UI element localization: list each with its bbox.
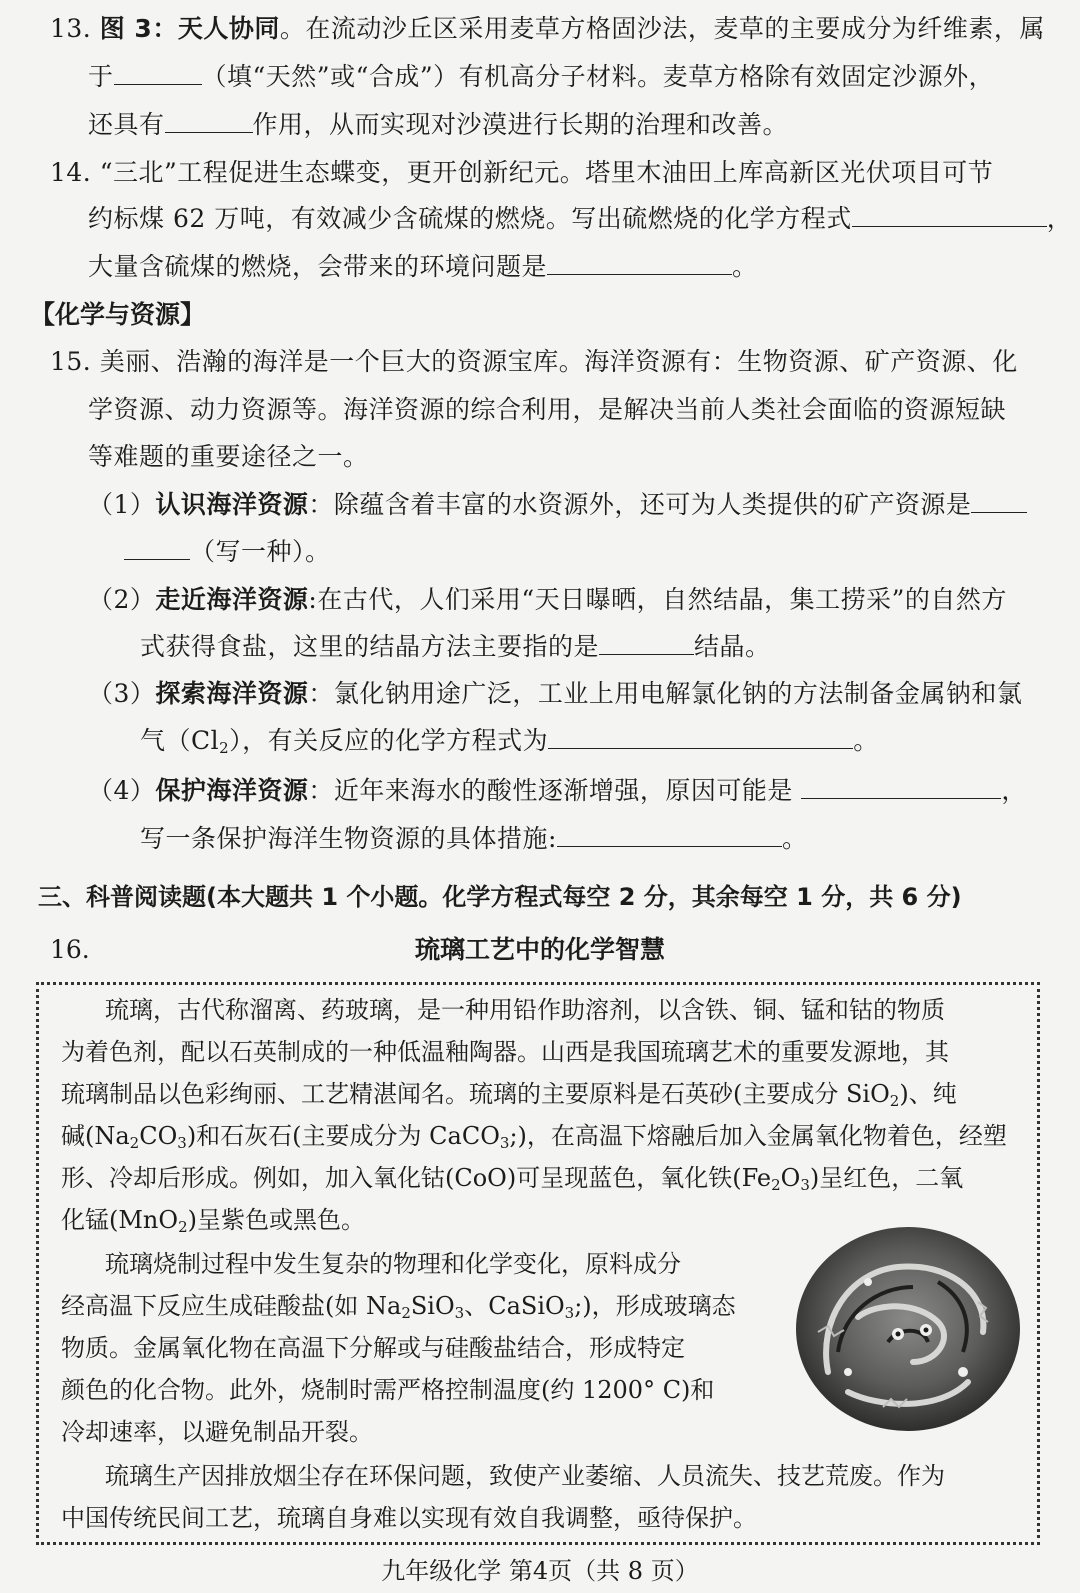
passage-line1: 琉璃，古代称溜离、药玻璃，是一种用铅作助溶剂，以含铁、铜、锰和钴的物质	[105, 996, 945, 1024]
q13-lead: 图 3：天人协同	[99, 14, 280, 43]
q15-part4-number: （4）	[88, 776, 156, 805]
q14-text1: “三北”工程促进生态蝶变，更开创新纪元。塔里木油田上库高新区光伏项目可节	[99, 158, 994, 187]
q14-line1	[50, 156, 993, 190]
q15-part1-line2	[124, 535, 331, 569]
passage-line4	[61, 1119, 1007, 1160]
passage-line4-b: CO	[139, 1122, 178, 1150]
q15-part3-line2	[140, 724, 879, 765]
passage-line5-sub1: 2	[771, 1176, 781, 1194]
passage-line5-c: )呈红色，二氧	[809, 1164, 964, 1192]
passage-line8-sub2: 3	[454, 1304, 465, 1322]
q13-line1	[50, 12, 1045, 46]
q15-part1-number: （1）	[88, 490, 156, 519]
q16-number: 16.	[50, 935, 90, 964]
passage-line10: 颜色的化合物。此外，烧制时需严格控制温度(约 1200° C)和	[61, 1376, 715, 1404]
passage-line13: 中国传统民间工艺，琉璃自身难以实现有效自我调整，亟待保护。	[61, 1504, 757, 1532]
passage-line5-a: 形、冷却后形成。例如，加入氧化钴(CoO)可呈现蓝色，氧化铁(Fe	[61, 1164, 772, 1192]
passage-line8-sub1: 2	[401, 1304, 411, 1322]
q15-part2-blank[interactable]	[599, 630, 694, 655]
passage-line6-b: )呈紫色或黑色。	[187, 1206, 365, 1234]
passage-line4-sub2: 3	[177, 1134, 187, 1152]
q15-part1-text: ：除蕴含着丰富的水资源外，还可为人类提供的矿产资源是	[308, 490, 972, 519]
q16-title: 琉璃工艺中的化学智慧	[414, 935, 665, 964]
q15-part1-line1	[88, 488, 1027, 522]
q13-text3a: 还具有	[88, 110, 165, 139]
q15-part2-line2	[140, 630, 771, 664]
q15-part2-text2b: 结晶。	[694, 632, 771, 661]
q15-line2: 学资源、动力资源等。海洋资源的综合利用，是解决当前人类社会面临的资源短缺	[88, 395, 1007, 424]
q14-text2b: ，	[1046, 204, 1073, 233]
q15-part4-blank1[interactable]	[801, 774, 1001, 799]
q13-blank1[interactable]	[114, 60, 202, 85]
passage-line12: 琉璃生产因排放烟尘存在环保问题，致使产业萎缩、人员流失、技艺荒废。作为	[105, 1462, 945, 1490]
passage-line8-a: 经高温下反应生成硅酸盐(如 Na	[61, 1292, 402, 1320]
q15-part3-number: （3）	[88, 679, 156, 708]
q14-number: 14.	[50, 158, 92, 187]
q13-text1: 。在流动沙丘区采用麦草方格固沙法，麦草的主要成分为纤维素，属	[279, 14, 1045, 43]
passage-line8	[61, 1289, 736, 1330]
passage-line3-b: )、纯	[899, 1080, 957, 1108]
q15-part1-lead: 认识海洋资源	[155, 490, 309, 519]
q15-part4-comma: ，	[1001, 776, 1027, 805]
q15-part4-line1	[88, 774, 1027, 808]
dragon-glazed-tile-image	[788, 1222, 1028, 1437]
q13-line3	[88, 108, 788, 142]
q13-text2a: 于	[88, 62, 114, 91]
q14-line2	[88, 202, 1072, 236]
q13-text3b: 作用，从而实现对沙漠进行长期的治理和改善。	[252, 110, 789, 139]
q15-part3-text: ：氯化钠用途广泛，工业上用电解氯化钠的方法制备金属钠和氯	[308, 679, 1023, 708]
q15-part3-lead: 探索海洋资源	[155, 679, 309, 708]
q15-part3-blank[interactable]	[548, 724, 853, 749]
passage-line4-sub3: 3	[499, 1134, 510, 1152]
q15-part1-end: （写一种）。	[190, 537, 331, 566]
q13-line2	[88, 60, 994, 94]
q14-text3b: 。	[732, 252, 758, 281]
q15-part2-line1	[88, 583, 1007, 617]
passage-line6-sub: 2	[178, 1218, 188, 1236]
q14-text3a: 大量含硫煤的燃烧，会带来的环境问题是	[88, 252, 548, 281]
section3-heading: 三、科普阅读题(本大题共 1 个小题。化学方程式每空 2 分，其余每空 1 分，共 6 分)	[38, 883, 962, 911]
passage-line8-d: ;)，形成玻璃态	[574, 1292, 736, 1320]
q15-part4-text: ：近年来海水的酸性逐渐增强，原因可能是	[308, 776, 793, 805]
q14-blank1[interactable]	[852, 202, 1047, 227]
q15-part4-lead: 保护海洋资源	[155, 776, 309, 805]
q15-part1-blank-b[interactable]	[124, 535, 190, 560]
q15-part3-text2a: 气（Cl	[140, 726, 220, 755]
q15-number: 15.	[50, 347, 92, 376]
q15-part4-line2	[140, 822, 807, 856]
passage-line5	[61, 1161, 963, 1202]
section-resource-heading: 【化学与资源】	[30, 300, 206, 329]
passage-line9: 物质。金属氧化物在高温下分解或与硅酸盐结合，形成特定	[61, 1334, 685, 1362]
q15-part4-blank2[interactable]	[557, 822, 782, 847]
passage-line4-c: )和石灰石(主要成分为 CaCO	[186, 1122, 500, 1150]
q15-part2-text2a: 式获得食盐，这里的结晶方法主要指的是	[140, 632, 600, 661]
passage-line8-sub3: 3	[564, 1304, 575, 1322]
q13-number: 13.	[50, 14, 92, 43]
passage-line6	[61, 1203, 365, 1244]
q13-text2b: （填“天然”或“合成”）有机高分子材料。麦草方格除有效固定沙源外，	[201, 62, 995, 91]
passage-line4-a: 碱(Na	[61, 1122, 130, 1150]
q14-blank2[interactable]	[547, 250, 732, 275]
q15-part3-text2b: ），有关反应的化学方程式为	[229, 726, 549, 755]
q15-part3-line1	[88, 677, 1022, 711]
passage-line5-b: O	[780, 1164, 801, 1192]
passage-line3-a: 琉璃制品以色彩绚丽、工艺精湛闻名。琉璃的主要原料是石英砂(主要成分 SiO	[61, 1080, 890, 1108]
passage-line6-a: 化锰(MnO	[61, 1206, 179, 1234]
q15-line3: 等难题的重要途径之一。	[88, 442, 369, 471]
q15-part3-subscript: 2	[219, 739, 230, 757]
q15-part2-lead: 走近海洋资源	[155, 585, 309, 614]
q15-text1: 美丽、浩瀚的海洋是一个巨大的资源宝库。海洋资源有：生物资源、矿产资源、化	[99, 347, 1018, 376]
q15-part2-text: :在古代，人们采用“天日曝晒，自然结晶，集工捞采”的自然方	[308, 585, 1007, 614]
passage-line8-c: 、CaSiO	[464, 1292, 565, 1320]
passage-line2: 为着色剂，配以石英制成的一种低温釉陶器。山西是我国琉璃艺术的重要发源地，其	[61, 1038, 949, 1066]
q15-line1	[50, 345, 1018, 379]
passage-line11: 冷却速率，以避免制品开裂。	[61, 1418, 373, 1446]
passage-line3-sub: 2	[889, 1092, 900, 1110]
page-footer: 九年级化学 第4页（共 8 页）	[381, 1557, 699, 1585]
q15-part1-blank-a[interactable]	[971, 488, 1027, 513]
passage-line8-b: SiO	[410, 1292, 455, 1320]
passage-line5-sub2: 3	[800, 1176, 810, 1194]
passage-line4-sub1: 2	[129, 1134, 140, 1152]
q14-text2a: 约标煤 62 万吨，有效减少含硫煤的燃烧。写出硫燃烧的化学方程式	[88, 204, 852, 233]
dragon-tile-drawing	[788, 1222, 1028, 1437]
q14-line3	[88, 250, 758, 284]
q15-part4-text2b: 。	[781, 824, 808, 853]
passage-line3	[61, 1077, 957, 1118]
q15-part4-text2a: 写一条保护海洋生物资源的具体措施:	[140, 824, 557, 853]
passage-line4-d: ;)，在高温下熔融后加入金属氧化物着色，经塑	[509, 1122, 1007, 1150]
passage-line7: 琉璃烧制过程中发生复杂的物理和化学变化，原料成分	[105, 1250, 681, 1278]
q13-blank2[interactable]	[165, 108, 253, 133]
q15-part2-number: （2）	[88, 585, 156, 614]
q15-part3-text2c: 。	[853, 726, 879, 755]
